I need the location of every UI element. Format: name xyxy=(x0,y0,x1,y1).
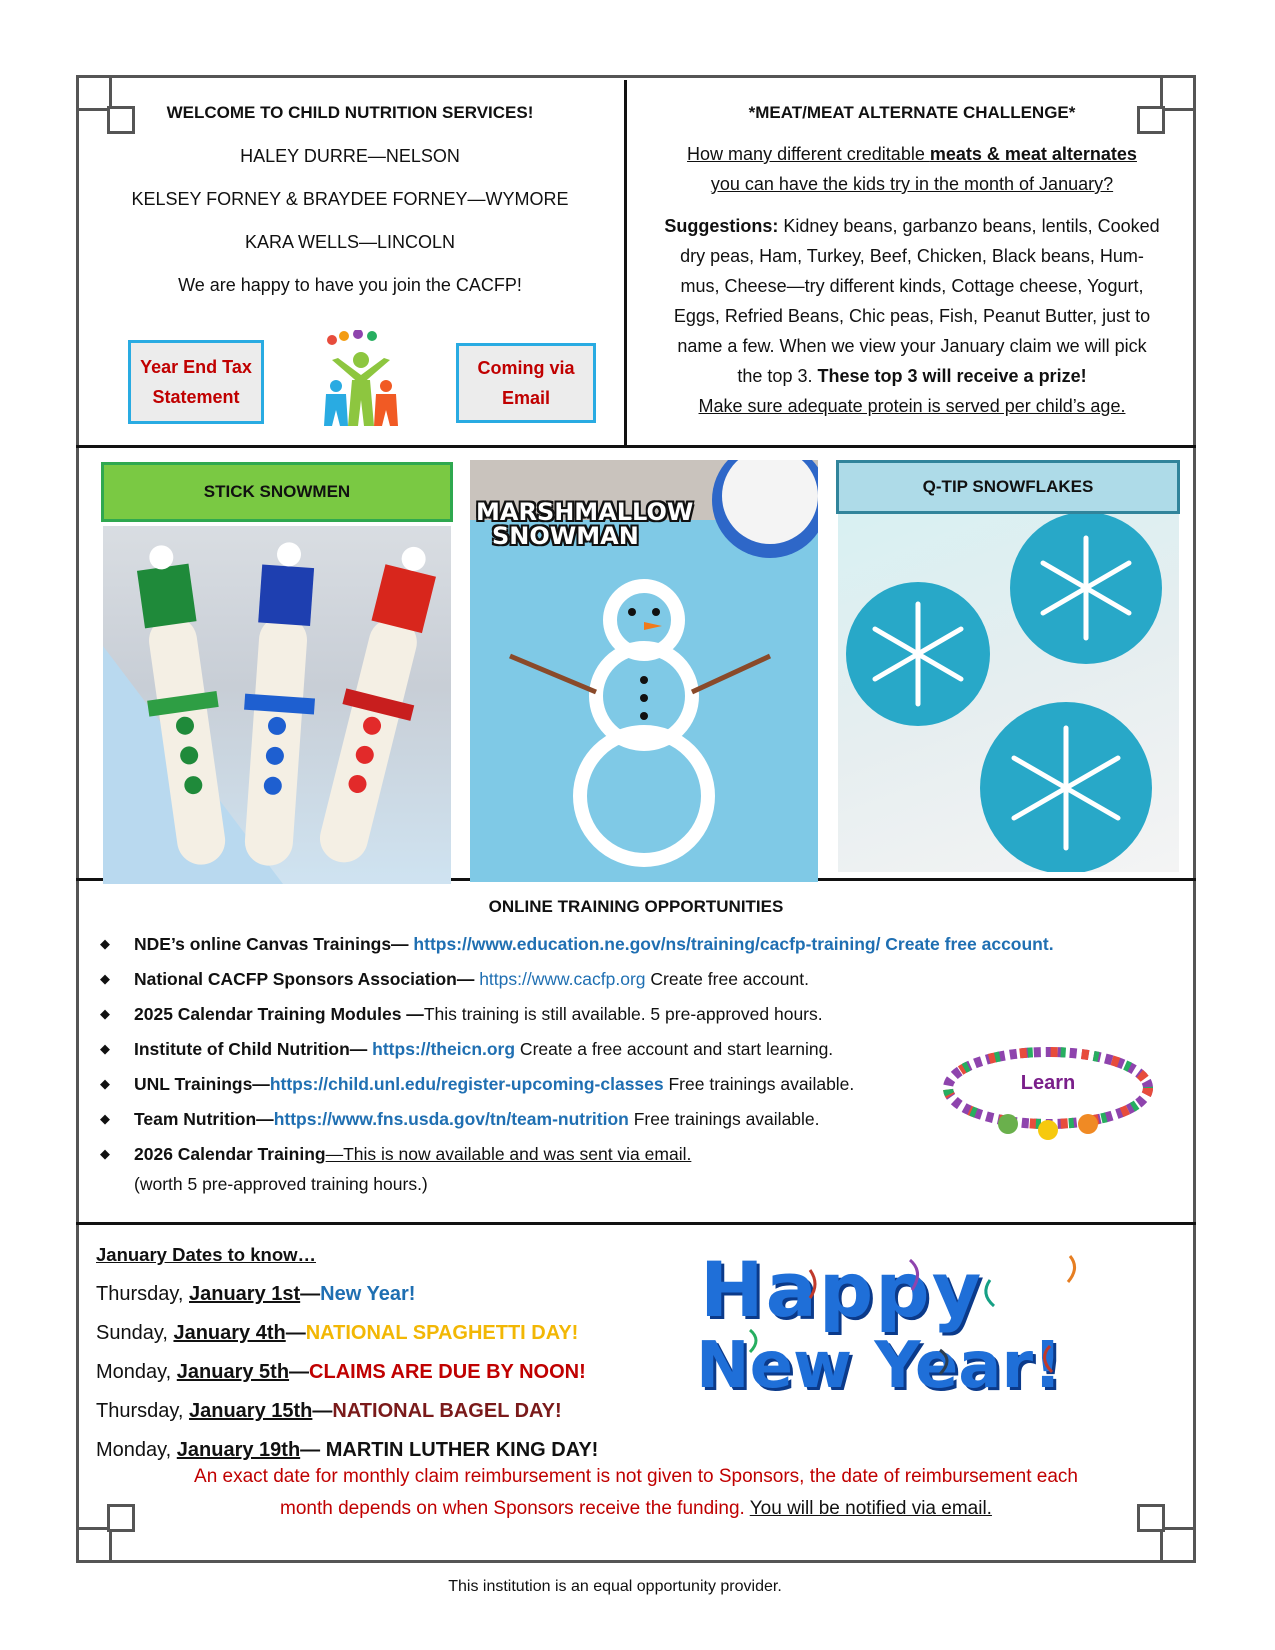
q-tip-snowflakes-label: Q-TIP SNOWFLAKES xyxy=(836,460,1180,514)
challenge-title: *MEAT/MEAT ALTERNATE CHALLENGE* xyxy=(748,103,1076,122)
training-note: Free trainings available. xyxy=(663,1074,855,1094)
january-dates xyxy=(96,1240,598,1474)
training-link[interactable]: https://www.education.ne.gov/ns/training/cacfp-training/ Create free account. xyxy=(413,934,1054,954)
date-day: Monday, xyxy=(96,1439,177,1461)
diamond-bullet-icon: ◆ xyxy=(100,1006,110,1021)
date-day: Thursday, xyxy=(96,1400,189,1422)
date-day: Thursday, xyxy=(96,1283,189,1305)
button-label: Email xyxy=(501,388,550,408)
q-tip-snowflakes-illustration xyxy=(838,514,1179,872)
challenge-question-text: How many different creditable xyxy=(687,144,930,164)
date-value: January 19th xyxy=(176,1439,301,1461)
dates-heading-text: January Dates to know… xyxy=(96,1244,317,1265)
date-event: NATIONAL BAGEL DAY! xyxy=(332,1400,562,1422)
happy-new-year-graphic xyxy=(690,1245,1130,1410)
training-note: This training is still available. 5 pre-approved hours. xyxy=(423,1004,823,1024)
training-subnote: (worth 5 pre-approved training hours.) xyxy=(134,1174,428,1194)
welcome-section xyxy=(80,96,620,311)
marshmallow-snowman-title xyxy=(476,500,693,548)
suggestions-line: mus, Cheese—try different kinds, Cottage cheese, Yogurt, xyxy=(680,276,1144,296)
training-note: Free trainings available. xyxy=(628,1109,820,1129)
title-line: MARSHMALLOW xyxy=(476,498,694,526)
section-divider xyxy=(76,1222,1196,1225)
training-name: UNL Trainings— xyxy=(134,1074,270,1094)
list-item xyxy=(96,965,1136,1000)
welcome-message: We are happy to have you join the CACFP! xyxy=(178,275,522,295)
learn-circle-graphic xyxy=(938,1038,1158,1148)
training-note: Create a free account and start learning. xyxy=(515,1039,834,1059)
suggestions-line: Eggs, Refried Beans, Chic peas, Fish, Peanut Butter, just to xyxy=(673,306,1151,326)
date-sep: — xyxy=(285,1322,306,1344)
list-item xyxy=(96,1170,1136,1200)
year-end-tax-statement-button[interactable] xyxy=(128,340,264,424)
suggestions-line xyxy=(632,361,1192,391)
coming-via-email-button[interactable] xyxy=(456,343,596,423)
training-name: National CACFP Sponsors Association— xyxy=(134,969,480,989)
date-row xyxy=(96,1396,598,1435)
stick-snowmen-illustration xyxy=(103,526,451,884)
training-link[interactable]: https://theicn.org xyxy=(372,1039,516,1059)
training-title: ONLINE TRAINING OPPORTUNITIES xyxy=(488,897,784,916)
suggestions-text: Kidney beans, garbanzo beans, lentils, Cooked xyxy=(778,216,1160,236)
suggestions-line: dry peas, Ham, Turkey, Beef, Chicken, Black beans, Hum- xyxy=(680,246,1144,266)
challenge-question-line2: you can have the kids try in the month of January? xyxy=(710,174,1114,194)
footer-note: This institution is an equal opportunity provider. xyxy=(448,1578,782,1595)
suggestions-line: name a few. When we view your January claim we will pick xyxy=(677,336,1147,356)
date-value: January 15th xyxy=(189,1400,313,1422)
welcome-name-line: KELSEY FORNEY & BRAYDEE FORNEY—WYMORE xyxy=(131,189,569,209)
date-day: Monday, xyxy=(96,1361,177,1383)
list-item xyxy=(96,930,1136,965)
reimbursement-text: month depends on when Sponsors receive the funding. xyxy=(280,1498,750,1519)
button-label: Statement xyxy=(152,387,240,407)
reimbursement-note xyxy=(80,1462,1192,1526)
date-row xyxy=(96,1357,598,1396)
date-event: NATIONAL SPAGHETTI DAY! xyxy=(305,1322,579,1344)
date-value: January 1st xyxy=(189,1283,301,1305)
training-link[interactable]: https://www.cacfp.org xyxy=(479,969,646,989)
date-event: New Year! xyxy=(320,1283,416,1305)
date-row xyxy=(96,1318,598,1357)
training-link[interactable]: https://www.fns.usda.gov/tn/team-nutrition xyxy=(273,1109,629,1129)
corner-ornament xyxy=(1160,1527,1196,1563)
training-name: 2025 Calendar Training Modules — xyxy=(134,1004,424,1024)
date-sep: — xyxy=(289,1361,310,1383)
notify-note: You will be notified via email. xyxy=(749,1498,992,1519)
diamond-bullet-icon: ◆ xyxy=(100,936,110,951)
stick-snowmen-photo xyxy=(103,526,451,884)
training-name: 2026 Calendar Training xyxy=(134,1144,326,1164)
meat-challenge-section xyxy=(632,96,1192,421)
training-note: —This is now available and was sent via email. xyxy=(325,1144,692,1164)
dates-heading xyxy=(96,1240,598,1279)
challenge-question-emphasis: meats & meat alternates xyxy=(929,144,1137,164)
reimbursement-line xyxy=(80,1494,1192,1526)
date-value: January 4th xyxy=(173,1322,286,1344)
corner-ornament xyxy=(76,1527,112,1563)
date-sep: — xyxy=(312,1400,333,1422)
protein-note: Make sure adequate protein is served per child’s age. xyxy=(698,396,1126,416)
welcome-title: WELCOME TO CHILD NUTRITION SERVICES! xyxy=(166,103,534,122)
training-name: Institute of Child Nutrition— xyxy=(134,1039,373,1059)
reimbursement-line: An exact date for monthly claim reimbursement is not given to Sponsors, the date of reimbursement each xyxy=(194,1466,1078,1487)
section-divider xyxy=(76,445,1196,448)
challenge-question xyxy=(632,139,1192,169)
training-name: Team Nutrition— xyxy=(134,1109,274,1129)
date-row xyxy=(96,1279,598,1318)
happy-text: Happy xyxy=(700,1245,984,1334)
date-event: CLAIMS ARE DUE BY NOON! xyxy=(309,1361,586,1383)
list-item xyxy=(96,1000,1136,1035)
confetti-icon xyxy=(690,1245,1130,1410)
title-line: SNOWMAN xyxy=(492,522,639,550)
button-label: Coming via xyxy=(477,358,575,378)
date-value: January 5th xyxy=(176,1361,290,1383)
diamond-bullet-icon: ◆ xyxy=(100,971,110,986)
date-day: Sunday, xyxy=(96,1322,174,1344)
learn-label: Learn xyxy=(1020,1072,1076,1094)
welcome-name-line: KARA WELLS—LINCOLN xyxy=(244,232,456,252)
training-link[interactable]: https://child.unl.edu/register-upcoming-classes xyxy=(269,1074,664,1094)
diamond-bullet-icon: ◆ xyxy=(100,1146,110,1161)
button-label: Year End Tax xyxy=(140,357,252,377)
diamond-bullet-icon: ◆ xyxy=(100,1041,110,1056)
suggestions-text: the top 3. xyxy=(737,366,818,386)
diamond-bullet-icon: ◆ xyxy=(100,1111,110,1126)
prize-note: These top 3 will receive a prize! xyxy=(817,366,1087,386)
suggestions-line xyxy=(632,211,1192,241)
family-logo-icon xyxy=(322,330,400,430)
q-tip-snowflakes-photo xyxy=(838,514,1179,872)
welcome-name-line: HALEY DURRE—NELSON xyxy=(240,146,460,166)
marshmallow-snowman-photo xyxy=(470,460,818,882)
diamond-bullet-icon: ◆ xyxy=(100,1076,110,1091)
new-year-text: New Year! xyxy=(696,1329,1063,1403)
column-divider xyxy=(624,80,627,445)
date-sep: — xyxy=(300,1283,321,1305)
stick-snowmen-label: STICK SNOWMEN xyxy=(101,462,453,522)
date-event: MARTIN LUTHER KING DAY! xyxy=(325,1439,599,1461)
date-sep: — xyxy=(300,1439,326,1461)
suggestions-label: Suggestions: xyxy=(664,216,779,236)
training-note: Create free account. xyxy=(645,969,809,989)
training-name: NDE’s online Canvas Trainings— xyxy=(134,934,414,954)
